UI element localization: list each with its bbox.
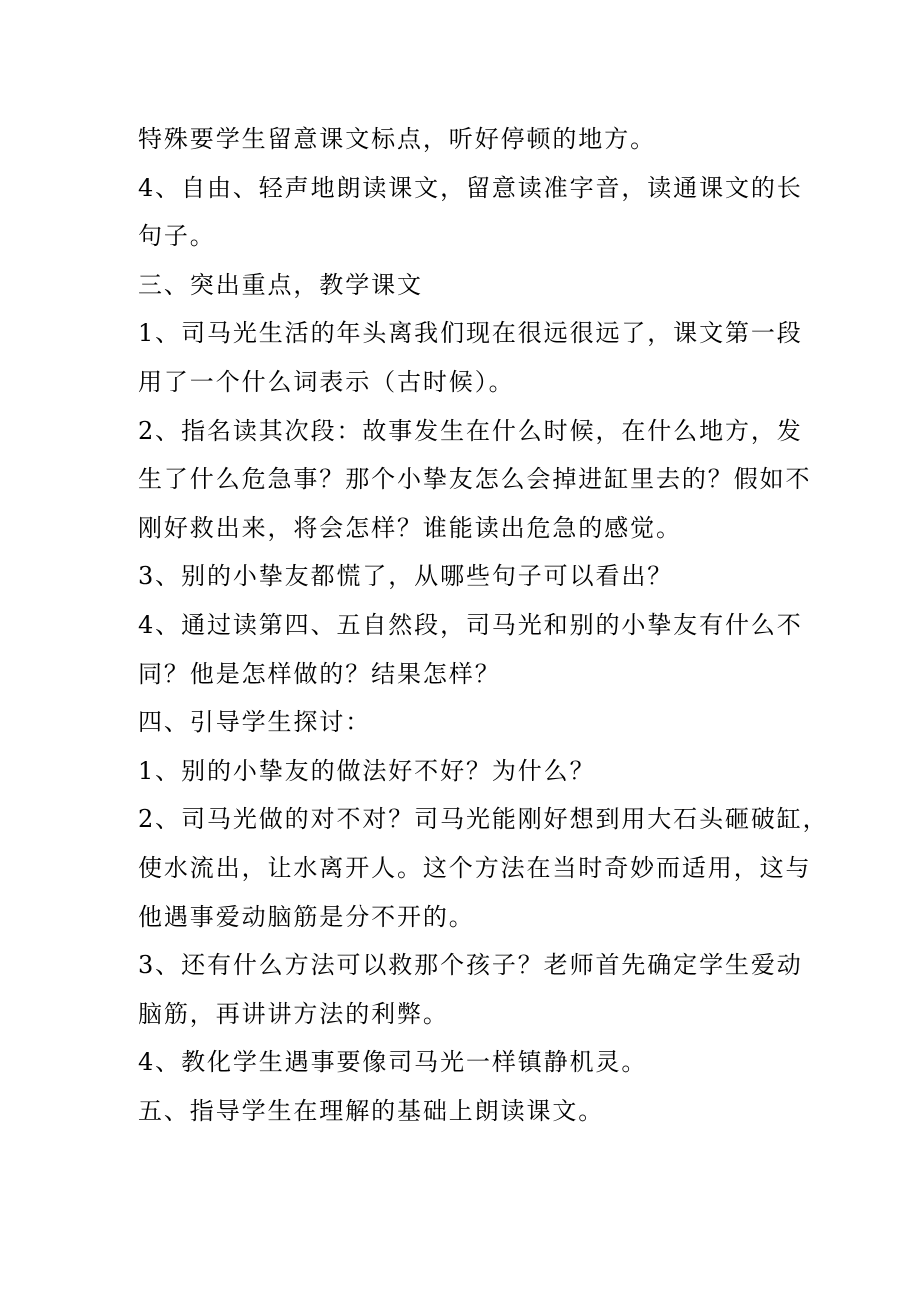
section-heading: 三、突出重点，教学课文 — [138, 270, 423, 299]
text-line: 4、通过读第四、五自然段，司马光和别的小挚友有什么不 — [138, 610, 803, 639]
text-line: 特殊要学生留意课文标点，听好停顿的地方。 — [138, 125, 656, 153]
text-line: 用了一个什么词表示（古时候）。 — [138, 367, 515, 396]
text-line: 1、别的小挚友的做法好不好？为什么？ — [138, 756, 596, 785]
text-line: 3、别的小挚友都慌了，从哪些句子可以看出？ — [138, 562, 674, 591]
text-line: 同？他是怎样做的？结果怎样？ — [138, 659, 501, 688]
text-line: 使水流出，让水离开人。这个方法在当时奇妙而适用，这与 — [138, 853, 812, 882]
text-line: 3、还有什么方法可以救那个孩子？老师首先确定学生爱动 — [138, 951, 803, 980]
text-line: 1、司马光生活的年头离我们现在很远很远了，课文第一段 — [138, 319, 803, 348]
text-line: 生了什么危急事？那个小挚友怎么会掉进缸里去的？假如不 — [138, 465, 812, 494]
text-line: 他遇事爱动脑筋是分不开的。 — [138, 902, 475, 931]
text-line: 4、自由、轻声地朗读课文，留意读准字音，读通课文的长 — [138, 173, 803, 202]
document-body — [138, 115, 829, 1135]
text-line: 2、指名读其次段：故事发生在什么时候，在什么地方，发 — [138, 416, 803, 445]
text-line: 句子。 — [138, 222, 216, 251]
text-line: 脑筋，再讲讲方法的利弊。 — [138, 999, 449, 1028]
text-line: 刚好救出来，将会怎样？谁能读出危急的感觉。 — [138, 513, 682, 542]
text-line: 2、司马光做的对不对？司马光能刚好想到用大石头砸破缸， — [138, 805, 829, 834]
section-heading: 四、引导学生探讨： — [138, 708, 372, 737]
text-line: 4、教化学生遇事要像司马光一样镇静机灵。 — [138, 1048, 648, 1077]
section-heading: 五、指导学生在理解的基础上朗读课文。 — [138, 1096, 605, 1125]
